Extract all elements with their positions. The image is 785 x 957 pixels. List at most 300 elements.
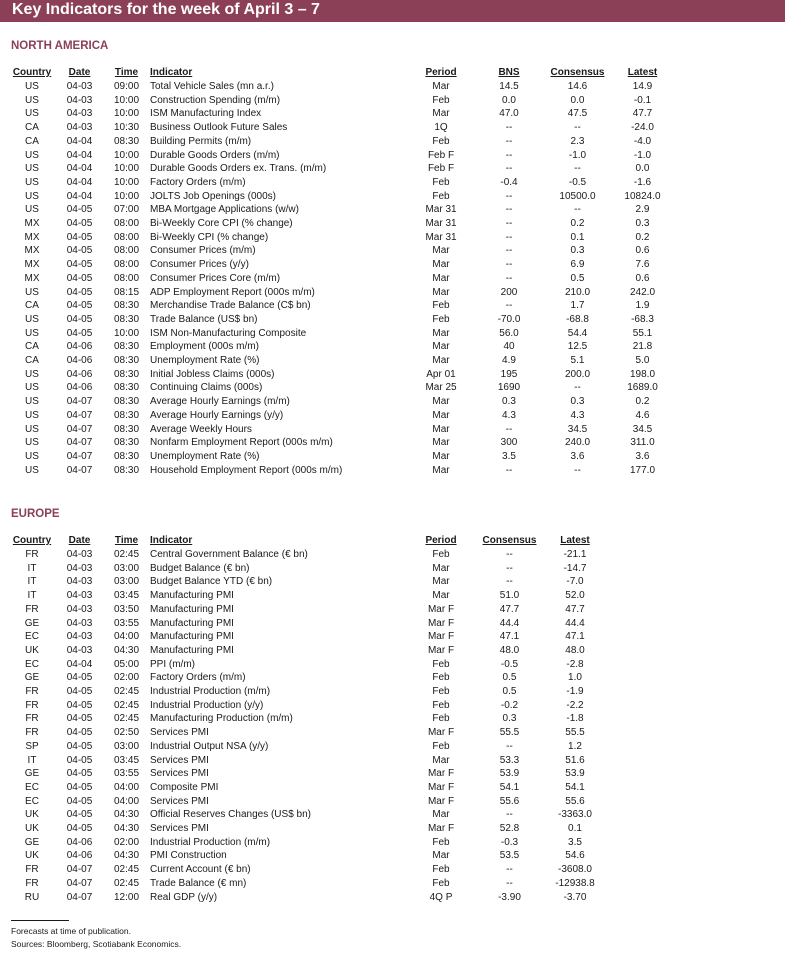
cell-indicator: Services PMI: [150, 823, 209, 835]
cell-country: US: [25, 108, 39, 120]
cell-time: 02:45: [113, 713, 140, 725]
cell-country: FR: [25, 699, 39, 711]
cell-date: 04-04: [66, 135, 93, 147]
table-row: [8, 795, 611, 809]
cell-period: Feb: [432, 190, 450, 202]
cell-consensus: 0.0: [570, 94, 585, 106]
cell-time: 03:45: [113, 590, 140, 602]
cell-country: US: [25, 368, 39, 380]
cell-country: US: [25, 190, 39, 202]
cell-date: 04-03: [66, 603, 93, 615]
table-row: [8, 562, 611, 576]
cell-date: 04-03: [66, 562, 93, 574]
cell-consensus: 210.0: [564, 286, 591, 298]
cell-indicator: Real GDP (y/y): [150, 891, 218, 903]
cell-time: 04:30: [113, 850, 140, 862]
table-row: [8, 354, 668, 368]
table-row: [8, 726, 611, 740]
cell-country: US: [25, 396, 39, 408]
cell-latest: -1.8: [566, 713, 584, 725]
cell-indicator: Household Employment Report (000s m/m): [150, 464, 343, 476]
cell-period: Mar: [432, 423, 450, 435]
cell-time: 03:00: [113, 576, 140, 588]
cell-country: US: [25, 327, 39, 339]
table-row: [8, 368, 668, 382]
cell-latest: 52.0: [565, 590, 585, 602]
cell-period: Mar: [432, 286, 450, 298]
cell-latest: 21.8: [632, 341, 653, 353]
cell-period: Feb: [432, 135, 450, 147]
cell-indicator: Building Permits (m/m): [150, 135, 252, 147]
cell-date: 04-05: [66, 809, 93, 821]
cell-date: 04-04: [66, 163, 93, 175]
cell-date: 04-07: [66, 450, 93, 462]
cell-bns: -0.4: [500, 176, 518, 188]
cell-period: Feb: [432, 549, 450, 560]
cell-period: Mar: [432, 754, 450, 766]
cell-latest: 4.6: [635, 409, 650, 421]
cell-bns: --: [505, 190, 513, 202]
cell-time: 10:00: [113, 176, 140, 188]
cell-country: GE: [24, 768, 40, 780]
cell-country: EC: [25, 658, 39, 670]
cell-date: 04-05: [66, 686, 93, 698]
cell-consensus: 10500.0: [559, 190, 596, 202]
cell-bns: 4.3: [502, 409, 516, 421]
cell-bns: -70.0: [497, 313, 521, 325]
table-row: [8, 231, 668, 245]
table-row: [8, 313, 668, 327]
cell-indicator: Total Vehicle Sales (mn a.r.): [150, 81, 274, 92]
cell-period: Mar: [432, 464, 450, 476]
cell-country: US: [25, 423, 39, 435]
cell-latest: 242.0: [629, 286, 656, 298]
cell-indicator: Manufacturing PMI: [150, 644, 234, 656]
column-header-period: Period: [425, 535, 457, 546]
cell-period: Mar 31: [425, 231, 457, 243]
cell-consensus: 200.0: [564, 368, 591, 380]
cell-consensus: 0.5: [502, 686, 517, 698]
cell-consensus: --: [574, 204, 581, 216]
cell-country: UK: [25, 644, 39, 656]
cell-period: Mar F: [427, 603, 455, 615]
cell-country: US: [25, 409, 39, 421]
cell-country: GE: [24, 836, 40, 848]
table-row: [8, 877, 611, 891]
column-header-time: Time: [114, 535, 139, 546]
cell-date: 04-03: [66, 617, 93, 629]
cell-consensus: 53.3: [499, 754, 520, 766]
cell-period: Feb: [432, 877, 450, 889]
cell-time: 10:00: [113, 108, 140, 120]
cell-country: US: [25, 149, 39, 161]
cell-consensus: 12.5: [567, 341, 588, 353]
table-row: [8, 409, 668, 423]
cell-date: 04-06: [66, 382, 93, 394]
cell-indicator: Unemployment Rate (%): [150, 355, 260, 367]
cell-latest: 1.2: [568, 740, 582, 752]
cell-country: US: [25, 286, 39, 298]
cell-indicator: Average Weekly Hours: [150, 423, 252, 435]
cell-time: 10:00: [113, 163, 140, 175]
cell-time: 08:30: [113, 300, 140, 312]
cell-period: Mar: [432, 355, 450, 367]
cell-country: FR: [25, 727, 39, 739]
cell-time: 08:30: [113, 135, 140, 147]
cell-consensus: -68.8: [566, 313, 589, 325]
cell-latest: 54.6: [565, 850, 585, 862]
cell-bns: 56.0: [499, 327, 519, 339]
cell-country: US: [25, 313, 39, 325]
page-title: Key Indicators for the week of April 3 – 7: [12, 1, 320, 18]
cell-time: 03:55: [113, 617, 140, 629]
table-row: [8, 436, 668, 450]
cell-time: 04:30: [113, 809, 140, 821]
table-row: [8, 644, 611, 658]
table-row: [8, 671, 611, 685]
cell-date: 04-04: [66, 149, 93, 161]
cell-period: Feb: [432, 836, 450, 848]
cell-latest: -14.7: [563, 562, 587, 574]
cell-consensus: 0.2: [570, 218, 585, 230]
cell-time: 08:30: [113, 313, 140, 325]
cell-consensus: 54.1: [499, 781, 520, 793]
cell-date: 04-05: [66, 740, 93, 752]
cell-country: FR: [25, 549, 39, 560]
cell-latest: 34.5: [632, 423, 653, 435]
cell-latest: 10824.0: [624, 190, 661, 202]
cell-consensus: 0.3: [502, 713, 517, 725]
cell-country: UK: [25, 850, 39, 862]
cell-latest: -2.2: [566, 699, 584, 711]
cell-latest: 54.1: [565, 781, 585, 793]
cell-bns: 3.5: [502, 450, 516, 462]
cell-period: Mar F: [427, 631, 455, 643]
cell-bns: 300: [500, 437, 518, 449]
cell-period: Mar F: [427, 823, 455, 835]
cell-date: 04-05: [66, 768, 93, 780]
cell-date: 04-07: [66, 464, 93, 476]
column-header-indicator: Indicator: [150, 535, 193, 546]
cell-time: 12:00: [113, 891, 140, 903]
cell-bns: 4.9: [502, 355, 516, 367]
cell-latest: -3363.0: [558, 809, 592, 821]
cell-bns: --: [505, 272, 513, 284]
cell-bns: 14.5: [499, 81, 519, 92]
cell-period: Feb: [432, 699, 450, 711]
table-row: [8, 327, 668, 341]
cell-date: 04-05: [66, 327, 93, 339]
cell-time: 08:30: [113, 382, 140, 394]
cell-country: US: [25, 94, 39, 106]
cell-date: 04-03: [66, 631, 93, 643]
cell-period: Mar: [432, 437, 450, 449]
cell-latest: 0.6: [635, 272, 650, 284]
cell-latest: -3.70: [563, 891, 587, 903]
cell-bns: --: [505, 464, 513, 476]
table-row: [8, 740, 611, 754]
cell-period: Mar: [432, 562, 450, 574]
cell-latest: 55.6: [565, 795, 585, 807]
cell-latest: 7.6: [635, 259, 650, 271]
cell-indicator: Central Government Balance (€ bn): [150, 549, 308, 560]
cell-consensus: 4.3: [570, 409, 585, 421]
cell-country: UK: [25, 823, 39, 835]
cell-indicator: Manufacturing PMI: [150, 590, 234, 602]
cell-country: IT: [27, 754, 37, 766]
table-row: [8, 272, 668, 286]
table-row: [8, 575, 611, 589]
cell-date: 04-03: [66, 576, 93, 588]
table-header-row: [8, 534, 611, 548]
table-row: [8, 162, 668, 176]
cell-indicator: Factory Orders (m/m): [150, 672, 246, 684]
cell-period: Feb: [432, 94, 450, 106]
cell-time: 08:00: [113, 245, 140, 257]
cell-time: 08:30: [113, 437, 140, 449]
header-bar: [0, 0, 785, 22]
cell-consensus: 240.0: [564, 437, 591, 449]
cell-indicator: Budget Balance YTD (€ bn): [150, 576, 273, 588]
cell-date: 04-05: [66, 245, 93, 257]
cell-country: US: [25, 81, 39, 92]
cell-latest: -3608.0: [558, 864, 592, 876]
cell-indicator: Initial Jobless Claims (000s): [150, 368, 275, 380]
table-row: [8, 754, 611, 768]
cell-date: 04-06: [66, 355, 93, 367]
column-header-consensus: Consensus: [550, 67, 605, 78]
cell-date: 04-07: [66, 864, 93, 876]
cell-consensus: 55.6: [499, 795, 520, 807]
cell-bns: --: [505, 204, 513, 216]
column-header-consensus: Consensus: [482, 535, 537, 546]
cell-time: 02:45: [113, 864, 140, 876]
table-row: [8, 781, 611, 795]
cell-indicator: Bi-Weekly CPI (% change): [150, 231, 269, 243]
cell-date: 04-03: [66, 108, 93, 120]
column-header-date: Date: [68, 67, 91, 78]
cell-date: 04-07: [66, 423, 93, 435]
cell-country: CA: [25, 135, 39, 147]
table-row: [8, 450, 668, 464]
table-row: [8, 849, 611, 863]
cell-period: Feb: [432, 740, 450, 752]
cell-period: Mar: [432, 259, 450, 271]
table-row: [8, 863, 611, 877]
cell-indicator: Composite PMI: [150, 781, 219, 793]
cell-indicator: Factory Orders (m/m): [150, 176, 246, 188]
table-row: [8, 617, 611, 631]
cell-indicator: Unemployment Rate (%): [150, 450, 260, 462]
cell-time: 08:00: [113, 218, 140, 230]
cell-period: Feb: [432, 864, 450, 876]
cell-latest: 0.1: [568, 823, 582, 835]
cell-time: 07:00: [113, 204, 140, 216]
cell-bns: 0.3: [502, 396, 516, 408]
cell-period: Mar: [432, 245, 450, 257]
cell-indicator: Current Account (€ bn): [150, 864, 251, 876]
cell-indicator: Business Outlook Future Sales: [150, 122, 288, 134]
cell-date: 04-05: [66, 781, 93, 793]
north-america-table: [8, 66, 668, 477]
cell-indicator: Consumer Prices (y/y): [150, 259, 249, 271]
cell-country: US: [25, 382, 39, 394]
column-header-date: Date: [68, 535, 91, 546]
table-row: [8, 340, 668, 354]
table-header-row: [8, 66, 668, 80]
cell-date: 04-06: [66, 850, 93, 862]
cell-period: Mar 31: [425, 204, 457, 216]
cell-latest: 47.7: [565, 603, 585, 615]
cell-time: 10:00: [113, 327, 140, 339]
table-row: [8, 658, 611, 672]
cell-latest: 14.9: [632, 81, 653, 92]
cell-bns: 0.0: [502, 94, 516, 106]
cell-date: 04-07: [66, 437, 93, 449]
cell-indicator: Consumer Prices (m/m): [150, 245, 256, 257]
cell-period: Mar: [432, 341, 450, 353]
cell-date: 04-03: [66, 94, 93, 106]
cell-period: Mar: [432, 409, 450, 421]
cell-country: US: [25, 176, 39, 188]
cell-time: 02:45: [113, 699, 140, 711]
cell-country: US: [25, 437, 39, 449]
cell-period: Mar: [432, 108, 450, 120]
cell-time: 02:50: [113, 727, 140, 739]
cell-indicator: Manufacturing PMI: [150, 617, 234, 629]
cell-period: Apr 01: [426, 368, 456, 380]
cell-latest: 51.6: [565, 754, 585, 766]
cell-country: US: [25, 464, 39, 476]
cell-indicator: Services PMI: [150, 768, 209, 780]
cell-latest: -2.8: [566, 658, 584, 670]
cell-time: 08:30: [113, 464, 140, 476]
cell-time: 04:00: [113, 795, 140, 807]
cell-country: FR: [25, 603, 39, 615]
table-row: [8, 630, 611, 644]
cell-country: GE: [24, 617, 40, 629]
cell-consensus: 52.8: [499, 823, 520, 835]
cell-time: 08:00: [113, 272, 140, 284]
column-header-country: Country: [12, 67, 52, 78]
cell-bns: 200: [500, 286, 518, 298]
cell-indicator: Trade Balance (US$ bn): [150, 313, 258, 325]
cell-latest: -7.0: [566, 576, 584, 588]
cell-bns: --: [505, 149, 513, 161]
cell-time: 04:30: [113, 644, 140, 656]
table-row: [8, 258, 668, 272]
cell-latest: -4.0: [633, 135, 652, 147]
cell-time: 02:00: [113, 672, 140, 684]
cell-bns: 1690: [497, 382, 521, 394]
cell-indicator: Manufacturing PMI: [150, 603, 234, 615]
cell-date: 04-03: [66, 81, 93, 92]
cell-date: 04-05: [66, 672, 93, 684]
cell-period: Feb: [432, 658, 450, 670]
table-row: [8, 423, 668, 437]
cell-indicator: Manufacturing Production (m/m): [150, 713, 293, 725]
cell-latest: -1.0: [633, 149, 652, 161]
cell-consensus: 0.3: [570, 396, 585, 408]
cell-period: Mar: [432, 327, 450, 339]
table-row: [8, 808, 611, 822]
cell-time: 08:00: [113, 259, 140, 271]
cell-date: 04-03: [66, 590, 93, 602]
cell-latest: -24.0: [631, 122, 654, 134]
cell-bns: --: [505, 163, 513, 175]
cell-indicator: MBA Mortgage Applications (w/w): [150, 204, 299, 216]
footnote-sources: Sources: Bloomberg, Scotiabank Economics.: [11, 939, 182, 949]
cell-consensus: 55.5: [499, 727, 520, 739]
cell-consensus: -1.0: [568, 149, 587, 161]
cell-date: 04-03: [66, 549, 93, 560]
cell-country: RU: [24, 891, 40, 903]
cell-indicator: Merchandise Trade Balance (C$ bn): [150, 300, 311, 312]
cell-consensus: -0.5: [568, 176, 587, 188]
table-row: [8, 464, 668, 478]
cell-country: SP: [25, 740, 39, 752]
table-row: [8, 176, 668, 190]
cell-indicator: ISM Non-Manufacturing Composite: [150, 327, 307, 339]
cell-indicator: Industrial Production (m/m): [150, 836, 271, 848]
cell-latest: 48.0: [565, 644, 585, 656]
cell-date: 04-07: [66, 891, 93, 903]
cell-time: 10:00: [113, 94, 140, 106]
cell-consensus: --: [574, 122, 581, 134]
table-row: [8, 685, 611, 699]
cell-date: 04-05: [66, 699, 93, 711]
cell-consensus: --: [574, 464, 581, 476]
cell-country: EC: [25, 631, 39, 643]
table-row: [8, 203, 668, 217]
cell-indicator: PPI (m/m): [150, 658, 195, 670]
cell-bns: --: [505, 300, 513, 312]
cell-indicator: Nonfarm Employment Report (000s m/m): [150, 437, 333, 449]
column-header-bns: BNS: [498, 67, 520, 78]
column-header-time: Time: [114, 67, 139, 78]
cell-consensus: --: [506, 809, 513, 821]
table-row: [8, 395, 668, 409]
cell-period: Mar F: [427, 781, 455, 793]
cell-indicator: Employment (000s m/m): [150, 341, 259, 353]
cell-country: FR: [25, 686, 39, 698]
table-row: [8, 107, 668, 121]
cell-consensus: 0.1: [570, 231, 585, 243]
cell-period: Mar F: [427, 795, 455, 807]
cell-consensus: 34.5: [567, 423, 588, 435]
cell-consensus: --: [506, 740, 513, 752]
cell-latest: 3.5: [568, 836, 582, 848]
column-header-latest: Latest: [627, 67, 658, 78]
cell-time: 02:00: [113, 836, 140, 848]
cell-country: IT: [27, 576, 37, 588]
cell-consensus: 51.0: [499, 590, 520, 602]
cell-consensus: 54.4: [567, 327, 588, 339]
cell-bns: 195: [500, 368, 518, 380]
cell-latest: 47.1: [565, 631, 585, 643]
cell-date: 04-04: [66, 176, 93, 188]
cell-consensus: --: [506, 877, 513, 889]
cell-consensus: --: [574, 382, 581, 394]
cell-latest: -1.6: [633, 176, 652, 188]
cell-consensus: -0.5: [500, 658, 519, 670]
cell-indicator: Durable Goods Orders (m/m): [150, 149, 280, 161]
cell-consensus: -0.3: [500, 836, 519, 848]
cell-country: FR: [25, 877, 39, 889]
table-row: [8, 836, 611, 850]
cell-period: Feb: [432, 176, 450, 188]
column-header-period: Period: [425, 67, 457, 78]
